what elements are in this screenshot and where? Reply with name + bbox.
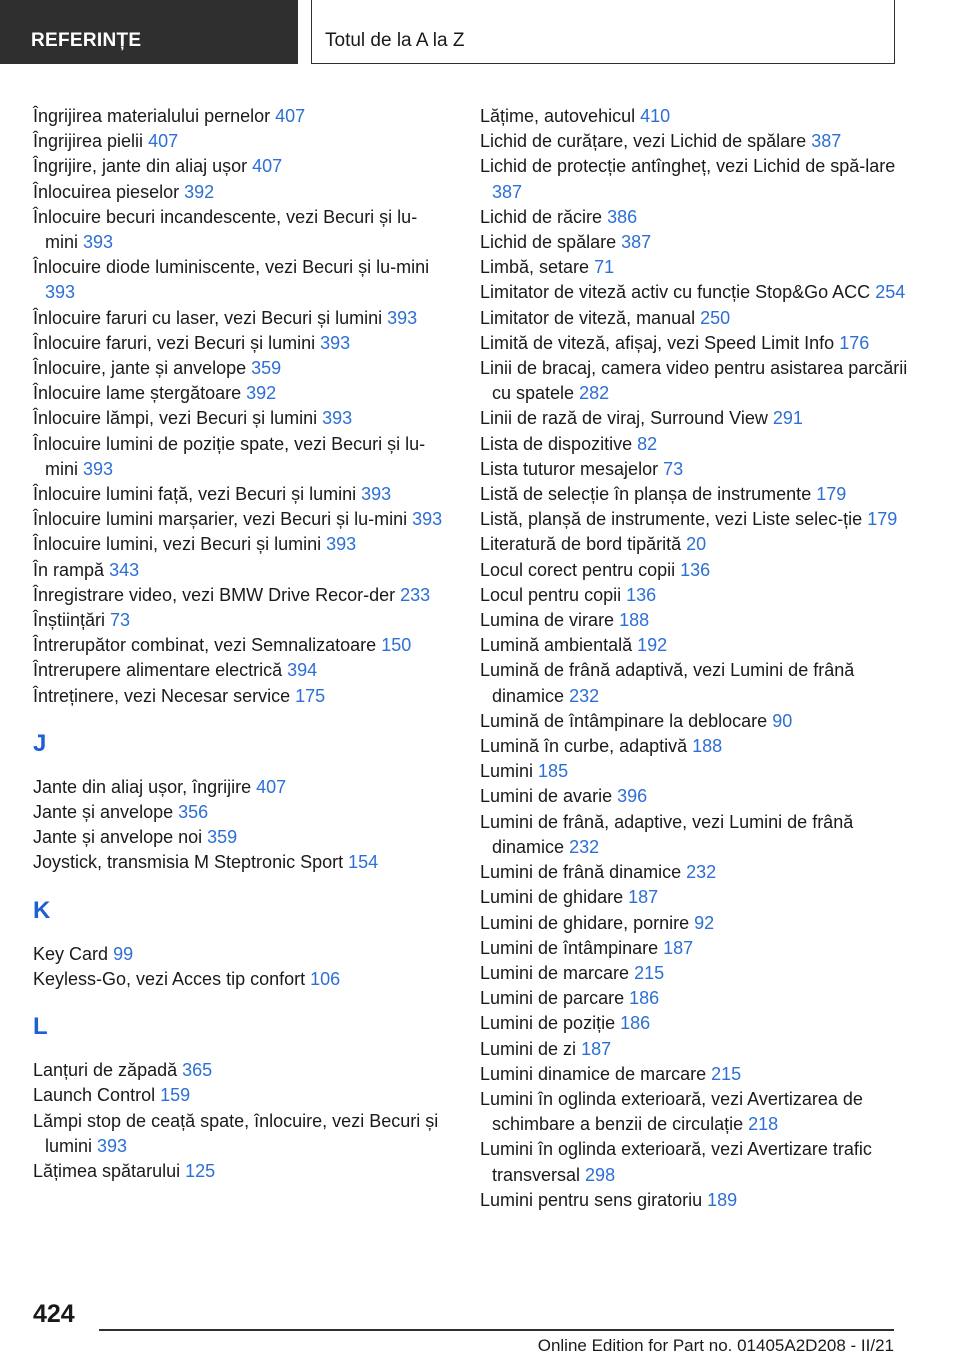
index-entry (480, 532, 910, 557)
index-entry (480, 406, 910, 431)
index-entry (33, 684, 445, 709)
edition-note: Online Edition for Part no. 01405A2D208 - II/21 (537, 1336, 894, 1355)
page-reference-link[interactable]: 394 (287, 660, 318, 681)
index-entry (480, 1011, 910, 1036)
index-entry-text: Limită de viteză, afișaj, vezi Speed Limit Info (480, 332, 835, 353)
page-reference-link[interactable]: 187 (628, 887, 659, 908)
page-reference-link[interactable]: 187 (581, 1038, 612, 1059)
index-entry-text: Lumini de frână dinamice (480, 862, 682, 883)
index-entry-text: Lățime, autovehicul (480, 106, 636, 126)
page-reference-link[interactable]: 356 (178, 802, 209, 823)
index-entry (480, 104, 910, 129)
page-reference-link[interactable]: 386 (607, 206, 638, 227)
page-reference-link[interactable]: 186 (629, 988, 660, 1009)
index-entry-text: Keyless-Go, vezi Acces tip confort (33, 968, 306, 989)
index-entry-text: Lumini de întâmpinare (480, 937, 659, 958)
page-reference-link[interactable]: 233 (400, 584, 431, 605)
index-entry (480, 759, 910, 784)
index-entry-text: Înlocuire lămpi, vezi Becuri și lumini (33, 408, 318, 429)
page-reference-link[interactable]: 392 (246, 383, 277, 404)
page-reference-link[interactable]: 106 (310, 968, 341, 989)
index-entry (480, 860, 910, 885)
index-entry (33, 583, 445, 608)
index-group-l-continued (480, 104, 910, 1213)
page-reference-link[interactable]: 188 (619, 610, 650, 631)
page-reference-link[interactable]: 186 (620, 1013, 651, 1034)
index-entry (480, 331, 910, 356)
index-entry (480, 961, 910, 986)
index-entry (480, 1037, 910, 1062)
index-entry (33, 1058, 445, 1083)
index-entry-text: Lumini de zi (480, 1038, 577, 1059)
index-entry-text: Întrerupere alimentare electrică (33, 660, 283, 681)
index-entry-text: Lumini în oglinda exterioară, vezi Avertizare trafic transversal (480, 1139, 872, 1185)
page-reference-link[interactable]: 359 (207, 827, 238, 848)
page-reference-link[interactable]: 392 (184, 181, 215, 202)
page-reference-link[interactable]: 73 (110, 610, 131, 631)
index-entry (480, 986, 910, 1011)
index-entry-text: Înlocuire becuri incandescente, vezi Becuri și lu-mini (33, 206, 418, 253)
index-entry (480, 810, 910, 860)
index-entry (33, 180, 445, 205)
index-entry-text: Lichid de răcire (480, 206, 603, 227)
page-header (0, 0, 960, 66)
index-entry-text: Lămpi stop de ceață spate, înlocuire, vezi Becuri și lumini (33, 1110, 439, 1156)
page-reference-link[interactable]: 410 (640, 106, 671, 126)
index-entry-text: Listă, planșă de instrumente, vezi Liste selec-ție (480, 509, 863, 530)
index-entry (33, 532, 445, 557)
index-entry (480, 432, 910, 457)
index-entry (480, 482, 910, 507)
index-entry-text: Jante și anvelope noi (33, 827, 203, 848)
page-reference-link[interactable]: 154 (348, 852, 379, 873)
index-entry-text: Limitator de viteză, manual (480, 307, 696, 328)
page-reference-link[interactable]: 218 (748, 1114, 779, 1135)
index-entry-text: Lista de dispozitive (480, 433, 633, 454)
index-column-left (33, 104, 445, 1184)
index-entry (33, 255, 445, 305)
index-entry (33, 432, 445, 482)
index-entry (33, 406, 445, 431)
index-entry-text: Întrerupător combinat, vezi Semnalizatoare (33, 635, 377, 656)
index-entry-text: Lumini (480, 761, 534, 782)
page-reference-link[interactable]: 232 (569, 836, 600, 857)
page-reference-link[interactable]: 215 (711, 1063, 742, 1084)
page-reference-link[interactable]: 254 (875, 282, 906, 303)
index-entry-text: Îngrijirea pielii (33, 131, 144, 152)
index-entry-text: Lichid de curățare, vezi Lichid de spălare (480, 131, 807, 152)
page-reference-link[interactable]: 393 (45, 282, 76, 303)
index-entry (33, 775, 445, 800)
index-entry-text: Înștiințări (33, 610, 106, 631)
index-entry-text: Lichid de protecție antîngheț, vezi Lichid de spă-lare (480, 156, 896, 177)
index-entry (480, 230, 910, 255)
index-entry (33, 558, 445, 583)
index-entry (480, 583, 910, 608)
page-reference-link[interactable]: 73 (663, 458, 684, 479)
index-entry-text: Lumină de frână adaptivă, vezi Lumini de frână dinamice (480, 660, 855, 706)
page-reference-link[interactable]: 298 (585, 1164, 616, 1185)
index-entry (480, 306, 910, 331)
index-entry-text: Lumină în curbe, adaptivă (480, 736, 688, 757)
chapter-title: Totul de la A la Z (311, 0, 895, 64)
page-reference-link[interactable]: 396 (617, 786, 648, 807)
page-reference-link[interactable]: 125 (185, 1160, 216, 1181)
footer-divider (99, 1329, 894, 1331)
page-reference-link[interactable]: 99 (113, 943, 134, 964)
index-entry (33, 154, 445, 179)
index-entry (33, 967, 445, 992)
index-entry-text: Înlocuire lumini, vezi Becuri și lumini (33, 534, 322, 555)
page-reference-link[interactable]: 179 (816, 484, 847, 505)
index-entry (33, 104, 445, 129)
index-entry (33, 1083, 445, 1108)
index-entry-text: Lanțuri de zăpadă (33, 1060, 178, 1081)
page-reference-link[interactable]: 232 (569, 685, 600, 706)
index-entry-text: Lumini dinamice de marcare (480, 1063, 707, 1084)
index-entry-text: Lumini de parcare (480, 988, 625, 1009)
index-entry-text: Înlocuire faruri cu laser, vezi Becuri și lumini (33, 307, 383, 328)
index-entry-text: Linii de bracaj, camera video pentru asistarea parcării cu spatele (480, 358, 908, 404)
index-entry-text: Launch Control (33, 1085, 156, 1106)
page-reference-link[interactable]: 407 (275, 106, 306, 126)
index-entry-text: Lumina de virare (480, 610, 615, 631)
index-entry (33, 633, 445, 658)
index-entry-text: Înlocuirea pieselor (33, 181, 180, 202)
index-group-i (33, 104, 445, 709)
index-entry (33, 825, 445, 850)
index-entry (480, 1087, 910, 1137)
index-entry (480, 608, 910, 633)
page-reference-link[interactable]: 407 (148, 131, 179, 152)
index-entry-text: Înlocuire lumini de poziție spate, vezi Becuri și lu-mini (33, 433, 426, 479)
page-reference-link[interactable]: 393 (387, 307, 418, 328)
index-entry-text: Înlocuire diode luminiscente, vezi Becuri și lu-mini (33, 257, 430, 278)
index-entry-text: Lichid de spălare (480, 232, 617, 253)
index-entry (480, 280, 910, 305)
index-entry-text: Lumini de ghidare (480, 887, 624, 908)
page-reference-link[interactable]: 393 (412, 509, 443, 530)
index-entry (480, 154, 910, 204)
index-group-l (33, 1058, 445, 1184)
index-entry (480, 507, 910, 532)
index-entry (480, 658, 910, 708)
index-entry (480, 784, 910, 809)
section-tab: REFERINȚE (0, 0, 298, 64)
page-reference-link[interactable]: 189 (707, 1189, 738, 1210)
page-reference-link[interactable]: 92 (694, 912, 715, 933)
index-entry (33, 942, 445, 967)
page-reference-link[interactable]: 393 (83, 458, 114, 479)
index-entry-text: Lumină de întâmpinare la deblocare (480, 710, 768, 731)
index-entry-text: Lista tuturor mesajelor (480, 458, 659, 479)
index-entry-text: Lățimea spătarului (33, 1160, 181, 1181)
page-reference-link[interactable]: 179 (867, 509, 898, 530)
index-entry-text: Locul corect pentru copii (480, 559, 676, 580)
index-entry (33, 129, 445, 154)
index-entry (480, 205, 910, 230)
index-entry-text: Întreținere, vezi Necesar service (33, 685, 291, 706)
page-reference-link[interactable]: 188 (692, 736, 723, 757)
index-entry-text: Lumini de ghidare, pornire (480, 912, 690, 933)
page-reference-link[interactable]: 407 (252, 156, 283, 177)
index-group-j (33, 775, 445, 876)
index-entry (33, 482, 445, 507)
index-entry (480, 936, 910, 961)
page-reference-link[interactable]: 159 (160, 1085, 191, 1106)
index-entry-text: Jante din aliaj ușor, îngrijire (33, 776, 252, 797)
index-entry (480, 1188, 910, 1213)
page-reference-link[interactable]: 185 (538, 761, 569, 782)
index-letter-k: K (33, 896, 51, 924)
index-entry-text: Lumini de poziție (480, 1013, 616, 1034)
page-reference-link[interactable]: 393 (322, 408, 353, 429)
page-reference-link[interactable]: 393 (326, 534, 357, 555)
index-entry-text: Linii de rază de viraj, Surround View (480, 408, 768, 429)
index-group-k (33, 942, 445, 992)
index-entry-text: În rampă (33, 559, 105, 580)
index-entry-text: Îngrijirea materialului pernelor (33, 106, 271, 126)
page-number: 424 (33, 1300, 75, 1328)
page-reference-link[interactable]: 407 (256, 776, 287, 797)
page-reference-link[interactable]: 232 (686, 862, 717, 883)
index-entry-text: Lumini pentru sens giratoriu (480, 1189, 703, 1210)
index-entry (33, 306, 445, 331)
index-entry (33, 608, 445, 633)
index-entry (480, 709, 910, 734)
index-entry (33, 1159, 445, 1184)
index-column-right (480, 104, 910, 1213)
index-entry-text: Listă de selecție în planșa de instrumente (480, 484, 812, 505)
page-reference-link[interactable]: 365 (182, 1060, 213, 1081)
index-entry (33, 356, 445, 381)
page-reference-link[interactable]: 20 (686, 534, 707, 555)
index-entry-text: Îngrijire, jante din aliaj ușor (33, 156, 248, 177)
page-reference-link[interactable]: 176 (839, 332, 870, 353)
index-entry (33, 1109, 445, 1159)
index-entry (33, 658, 445, 683)
index-entry-text: Înregistrare video, vezi BMW Drive Recor-der (33, 584, 396, 605)
page-reference-link[interactable]: 215 (634, 962, 665, 983)
index-entry-text: Înlocuire lame ștergătoare (33, 383, 242, 404)
page-reference-link[interactable]: 282 (579, 383, 610, 404)
index-entry-text: Lumini în oglinda exterioară, vezi Avertizarea de schimbare a benzii de circulație (480, 1088, 863, 1135)
index-entry-text: Joystick, transmisia M Steptronic Sport (33, 852, 344, 873)
page-reference-link[interactable]: 393 (320, 332, 351, 353)
page-reference-link[interactable]: 136 (680, 559, 711, 580)
index-entry-text: Locul pentru copii (480, 584, 622, 605)
page-reference-link[interactable]: 359 (251, 358, 282, 379)
page-reference-link[interactable]: 387 (621, 232, 652, 253)
page-reference-link[interactable]: 387 (492, 181, 523, 202)
page-reference-link[interactable]: 393 (361, 484, 392, 505)
index-entry-text: Înlocuire lumini față, vezi Becuri și lumini (33, 484, 357, 505)
index-entry-text: Lumini de marcare (480, 962, 630, 983)
index-entry-text: Limbă, setare (480, 257, 590, 278)
index-entry-text: Înlocuire, jante și anvelope (33, 358, 247, 379)
index-entry (480, 356, 910, 406)
page-reference-link[interactable]: 393 (97, 1135, 128, 1156)
index-entry-text: Lumină ambientală (480, 635, 633, 656)
index-entry-text: Înlocuire lumini marșarier, vezi Becuri și lu-mini (33, 509, 408, 530)
index-entry (480, 911, 910, 936)
page-reference-link[interactable]: 71 (594, 257, 615, 278)
index-entry (480, 558, 910, 583)
page-reference-link[interactable]: 136 (626, 584, 657, 605)
index-entry (33, 850, 445, 875)
index-entry (480, 734, 910, 759)
index-entry (480, 129, 910, 154)
index-entry (33, 331, 445, 356)
page-reference-link[interactable]: 250 (700, 307, 731, 328)
index-letter-l: L (33, 1013, 48, 1041)
index-entry-text: Înlocuire faruri, vezi Becuri și lumini (33, 332, 316, 353)
page-reference-link[interactable]: 150 (381, 635, 412, 656)
index-entry-text: Lumini de frână, adaptive, vezi Lumini de frână dinamice (480, 811, 854, 857)
index-entry (33, 381, 445, 406)
page-reference-link[interactable]: 343 (109, 559, 140, 580)
page-reference-link[interactable]: 291 (772, 408, 803, 429)
index-entry (480, 1062, 910, 1087)
index-entry-text: Lumini de avarie (480, 786, 613, 807)
index-letter-j: J (33, 729, 47, 757)
index-entry (480, 633, 910, 658)
page-reference-link[interactable]: 175 (295, 685, 326, 706)
index-entry-text: Limitator de viteză activ cu funcție Stop&Go ACC (480, 282, 871, 303)
page-reference-link[interactable]: 387 (811, 131, 842, 152)
page-reference-link[interactable]: 192 (637, 635, 668, 656)
index-entry (480, 457, 910, 482)
page-reference-link[interactable]: 82 (637, 433, 658, 454)
index-entry-text: Jante și anvelope (33, 802, 174, 823)
index-entry (480, 885, 910, 910)
index-entry (33, 507, 445, 532)
index-entry (33, 800, 445, 825)
index-entry-text: Key Card (33, 943, 109, 964)
page-reference-link[interactable]: 187 (663, 937, 694, 958)
index-entry-text: Literatură de bord tipărită (480, 534, 682, 555)
index-entry (480, 255, 910, 280)
index-entry (33, 205, 445, 255)
page-reference-link[interactable]: 90 (772, 710, 793, 731)
page-reference-link[interactable]: 393 (83, 232, 114, 253)
index-entry (480, 1137, 910, 1187)
